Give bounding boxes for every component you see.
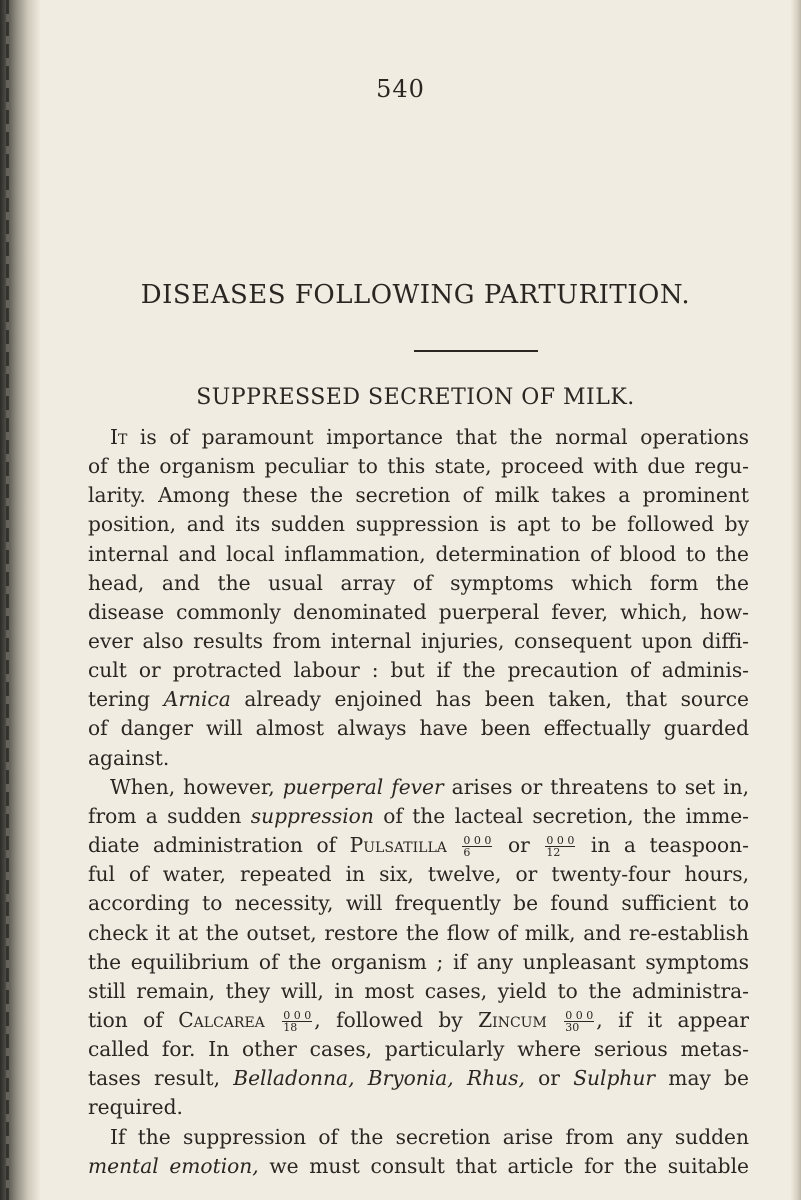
text-line: mental emotion, we must consult that article for the suitable <box>88 1153 749 1178</box>
emphasis: mental emotion, <box>88 1153 259 1178</box>
text-line: When, however, puerperal fever arises or threatens to set in, <box>110 774 749 799</box>
text-line: from a sudden suppression of the lacteal secretion, the imme- <box>88 803 749 828</box>
text-line: tering Arnica already enjoined has been taken, that source <box>88 687 749 712</box>
text-line: still remain, they will, in most cases, yield to the administra- <box>88 978 749 1003</box>
remedy-name: Arnica <box>163 687 231 712</box>
section-title: SUPPRESSED SECRETION OF MILK. <box>196 385 635 410</box>
text-line: It is of paramount importance that the normal operations <box>110 425 749 449</box>
remedy-name: Zincum <box>478 1007 547 1032</box>
text-line: of the organism peculiar to this state, proceed with due regu- <box>88 454 749 479</box>
text-line: ever also results from internal injuries, consequent upon diffi- <box>88 628 749 653</box>
remedy-name: Belladonna, Bryonia, Rhus, <box>233 1066 525 1091</box>
remedy-name: Pulsatilla <box>349 833 447 858</box>
paragraph-1 <box>88 423 749 773</box>
text-line: disease commonly denominated puerperal fever, which, how- <box>88 599 749 624</box>
page-number: 540 <box>376 75 425 103</box>
chapter-title: DISEASES FOLLOWING PARTURITION. <box>140 280 691 310</box>
text-line: called for. In other cases, particularly where serious metas- <box>88 1037 749 1062</box>
dilution-fraction: $\frac{0 0 0}{18}$ <box>283 1008 312 1034</box>
text-line: cult or protracted labour : but if the precaution of adminis- <box>88 658 749 683</box>
lead-word: It <box>110 425 128 449</box>
text-line: check it at the outset, restore the flow of milk, and re-establish <box>88 920 749 945</box>
paragraph-3 <box>88 1123 749 1181</box>
dilution-fraction: $\frac{0 0 0}{30}$ <box>565 1008 594 1034</box>
text-line: If the suppression of the secretion arise from any sudden <box>110 1124 749 1149</box>
remedy-name: Sulphur <box>573 1066 656 1091</box>
emphasis: suppression <box>250 803 374 828</box>
dilution-fraction: $\frac{0 0 0}{12}$ <box>546 834 575 860</box>
text-line: of danger will almost always have been effectually guarded <box>88 716 749 741</box>
text-line: larity. Among these the secretion of milk takes a prominent <box>88 483 749 508</box>
text-line: required. <box>88 1095 183 1120</box>
text-line: diate administration of Pulsatilla $\frac{0 0 0}{6}$ or $\frac{0 0 0}{12}$ in a teaspoon- <box>88 833 749 860</box>
text-line: according to necessity, will frequently be found sufficient to <box>88 891 749 916</box>
remedy-name: Calcarea <box>178 1007 265 1032</box>
text-line: internal and local inflammation, determination of blood to the <box>88 541 749 566</box>
text-line: head, and the usual array of symptoms which form the <box>88 570 749 595</box>
text-line: against. <box>88 745 170 770</box>
book-spine-edge <box>0 0 40 1200</box>
text-line: tion of Calcarea $\frac{0 0 0}{18}$ , followed by Zincum $\frac{0 0 0}{30}$ , if it appear <box>88 1007 749 1034</box>
emphasis: puerperal fever <box>282 774 444 799</box>
text-line: ful of water, repeated in six, twelve, or twenty-four hours, <box>88 862 749 887</box>
page-right-edge <box>791 0 801 1200</box>
dilution-fraction: $\frac{0 0 0}{6}$ <box>463 834 492 860</box>
text-line: the equilibrium of the organism ; if any unpleasant symptoms <box>88 949 749 974</box>
paragraph-2 <box>88 773 749 1123</box>
section-divider <box>414 350 538 352</box>
text-line: position, and its sudden suppression is apt to be followed by <box>88 512 749 537</box>
text-line: tases result, Belladonna, Bryonia, Rhus, or Sulphur may be <box>88 1066 749 1091</box>
